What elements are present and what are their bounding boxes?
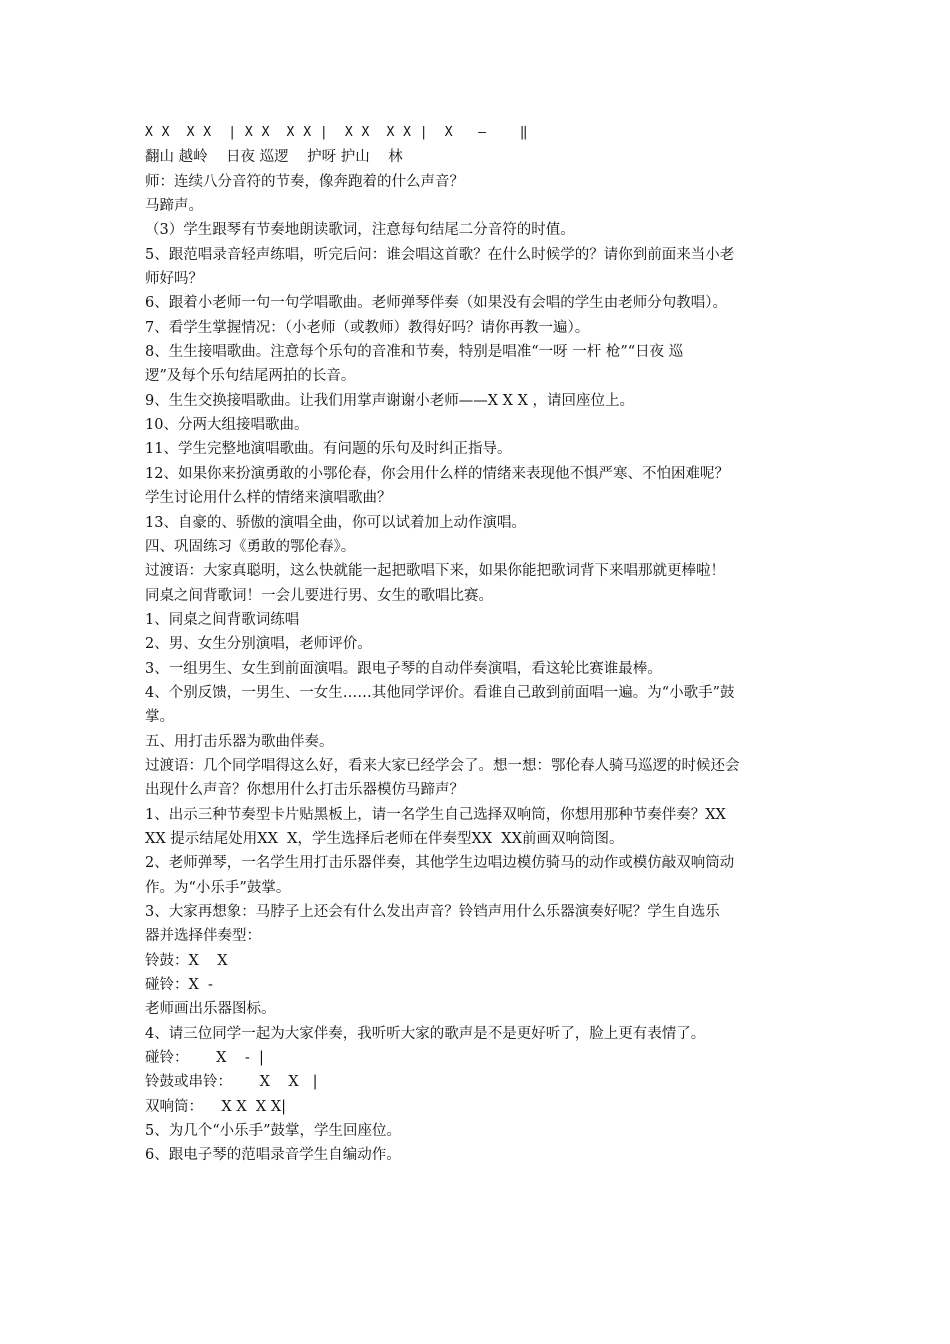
text-line: 11、学生完整地演唱歌曲。有问题的乐句及时纠正指导。 <box>145 441 512 458</box>
section-heading: 四、巩固练习《勇敢的鄂伦春》。 <box>145 538 356 555</box>
text-line: 12、如果你来扮演勇敢的小鄂伦春，你会用什么样的情绪来表现他不惧严寒、不怕困难呢？ <box>145 465 729 482</box>
section-heading: 五、用打击乐器为歌曲伴奏。 <box>145 733 334 750</box>
text-line: 作。为“小乐手”鼓掌。 <box>145 879 291 896</box>
rhythm-notation-line: X X X X | X X X X | X X X X | X — ‖ <box>145 125 529 140</box>
text-line: 4、请三位同学一起为大家伴奏，我听听大家的歌声是不是更好听了，脸上更有表情了。 <box>145 1025 706 1042</box>
document-body <box>145 121 815 1168</box>
text-line: 10、分两大组接唱歌曲。 <box>145 417 309 434</box>
text-line: 马蹄声。 <box>145 198 203 215</box>
text-line: 1、出示三种节奏型卡片贴黑板上，请一名学生自己选择双响筒，你想用那种节奏伴奏？XX <box>145 806 726 823</box>
instrument-rhythm-line: 铃鼓或串铃： X X | <box>145 1074 318 1091</box>
text-line: 器并选择伴奏型： <box>145 928 261 945</box>
instrument-rhythm-line: 铃鼓：X X <box>145 952 228 969</box>
text-line: 2、男、女生分别演唱，老师评价。 <box>145 636 372 653</box>
text-line: 出现什么声音？你想用什么打击乐器模仿马蹄声？ <box>145 782 464 799</box>
text-line: 掌。 <box>145 709 174 726</box>
text-line: 3、大家再想象：马脖子上还会有什么发出声音？铃铛声用什么乐器演奏好呢？学生自选乐 <box>145 904 720 920</box>
text-line: 老师画出乐器图标。 <box>145 1001 276 1018</box>
text-line: 学生讨论用什么样的情绪来演唱歌曲？ <box>145 490 392 507</box>
text-line: 6、跟电子琴的范唱录音学生自编动作。 <box>145 1147 401 1164</box>
text-line: 6、跟着小老师一句一句学唱歌曲。老师弹琴伴奏（如果没有会唱的学生由老师分句教唱）。 <box>145 295 727 312</box>
text-line: 8、生生接唱歌曲。注意每个乐句的音准和节奏，特别是唱准“一呀 一杆 枪”“日夜 巡 <box>145 344 684 361</box>
text-line: 5、为几个“小乐手”鼓掌，学生回座位。 <box>145 1123 402 1140</box>
text-line: 师：连续八分音符的节奏，像奔跑着的什么声音？ <box>145 173 464 190</box>
text-line: 5、跟范唱录音轻声练唱，听完后问：谁会唱这首歌？在什么时候学的？请你到前面来当小老 <box>145 246 735 263</box>
text-line: 1、同桌之间背歌词练唱 <box>145 611 300 628</box>
text-line: 2、老师弹琴，一名学生用打击乐器伴奏，其他学生边唱边模仿骑马的动作或模仿敲双响筒动 <box>145 855 735 872</box>
text-line: 师好吗？ <box>145 271 203 288</box>
instrument-rhythm-line: 碰铃：X - <box>145 977 213 994</box>
lyrics-line: 翻山 越岭 日夜 巡逻 护呀 护山 林 <box>145 149 403 166</box>
text-line: 过渡语：大家真聪明，这么快就能一起把歌唱下来，如果你能把歌词背下来唱那就更棒啦！ <box>145 563 725 580</box>
text-line: XX 提示结尾处用XX X，学生选择后老师在伴奏型XX XX前画双响筒图。 <box>145 830 624 847</box>
text-line: 9、生生交换接唱歌曲。让我们用掌声谢谢小老师——X X X ，请回座位上。 <box>145 392 635 409</box>
instrument-rhythm-line: 碰铃： X - | <box>145 1050 264 1067</box>
text-line: 过渡语：几个同学唱得这么好，看来大家已经学会了。想一想：鄂伦春人骑马巡逻的时候还会 <box>145 757 740 774</box>
instrument-rhythm-line: 双响筒： X X X X| <box>145 1098 287 1115</box>
text-line: （3）学生跟琴有节奏地朗读歌词，注意每句结尾二分音符的时值。 <box>145 222 575 239</box>
text-line: 4、个别反馈，一男生、一女生……其他同学评价。看谁自己敢到前面唱一遍。为“小歌手”鼓 <box>145 684 735 701</box>
text-line: 同桌之间背歌词！一会儿要进行男、女生的歌唱比赛。 <box>145 587 493 604</box>
text-line: 逻”及每个乐句结尾两拍的长音。 <box>145 368 356 385</box>
text-line: 7、看学生掌握情况：（小老师（或教师）教得好吗？请你再教一遍）。 <box>145 319 590 336</box>
text-line: 3、一组男生、女生到前面演唱。跟电子琴的自动伴奏演唱，看这轮比赛谁最棒。 <box>145 660 662 677</box>
text-line: 13、自豪的、骄傲的演唱全曲，你可以试着加上动作演唱。 <box>145 514 526 531</box>
